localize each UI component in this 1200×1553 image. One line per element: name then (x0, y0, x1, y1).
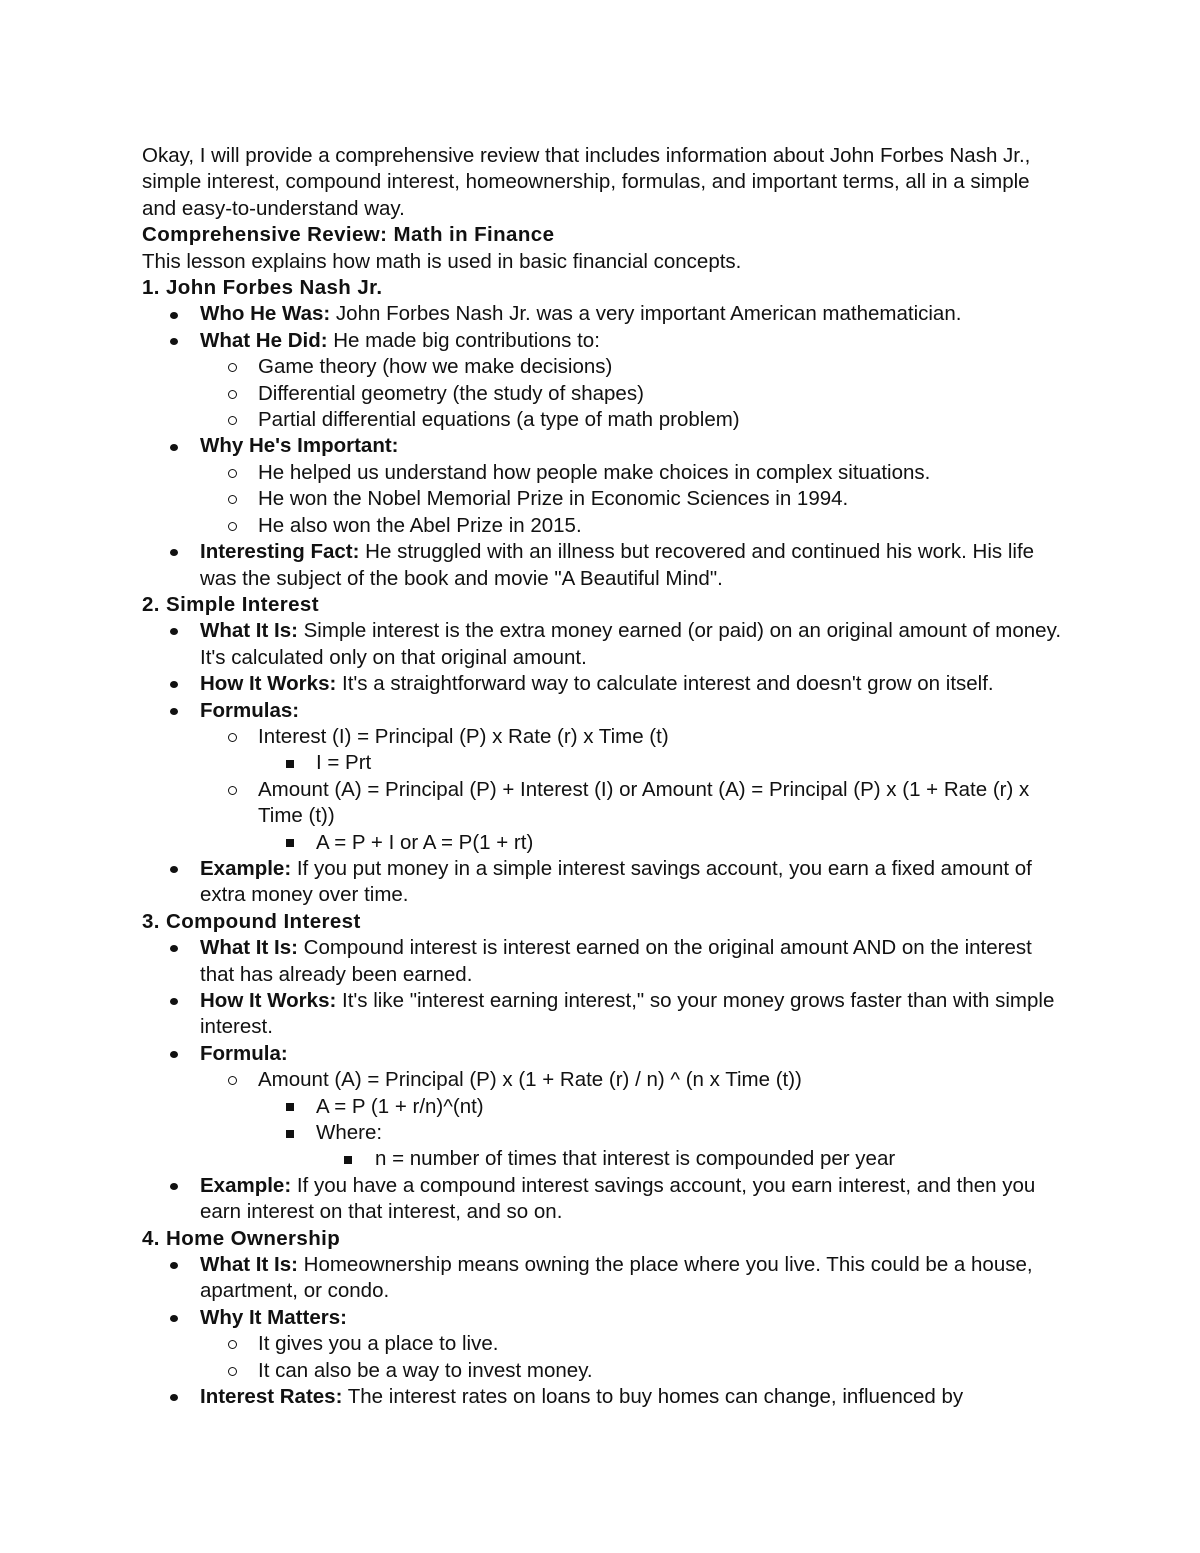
bullet-icon (164, 856, 184, 882)
circle-bullet-icon (222, 1358, 242, 1384)
section-heading-nash: 1. John Forbes Nash Jr. (142, 276, 383, 300)
intro-paragraph: Okay, I will provide a comprehensive review that includes information about John Forbes Nash Jr., simple interest, compound interest, homeownership, formulas, and important terms, all in a simple and easy-to-understand way. (142, 144, 1031, 220)
bullet-icon (164, 539, 184, 565)
list-item: It gives you a place to live. (142, 1331, 1062, 1357)
list-item: Interest Rates: The interest rates on loans to buy homes can change, influenced by (142, 1384, 1062, 1410)
list-item: Example: If you have a compound interest savings account, you earn interest, and then you earn interest on that interest, and so on. (142, 1173, 1062, 1226)
circle-bullet-icon (222, 513, 242, 539)
bullet-icon (164, 1041, 184, 1067)
formula-item: Amount (A) = Principal (P) x (1 + Rate (r) / n) ^ (n x Time (t)) (142, 1067, 1062, 1093)
list-item: What It Is: Compound interest is interest earned on the original amount AND on the interest that has already been earned. (142, 935, 1062, 988)
formula-item: Interest (I) = Principal (P) x Rate (r) x Time (t) (142, 724, 1062, 750)
formula-item: n = number of times that interest is compounded per year (142, 1146, 1062, 1172)
list-item: He also won the Abel Prize in 2015. (142, 513, 1062, 539)
nash-list (142, 301, 1062, 354)
list-item: Formula: (142, 1041, 1062, 1067)
bullet-icon (164, 1305, 184, 1331)
section-heading-home-ownership: 4. Home Ownership (142, 1226, 341, 1250)
formula-item: Where: (142, 1120, 1062, 1146)
formula-item: A = P (1 + r/n)^(nt) (142, 1094, 1062, 1120)
list-item: What It Is: Homeownership means owning the place where you live. This could be a house, apartment, or condo. (142, 1252, 1062, 1305)
circle-bullet-icon (222, 354, 242, 380)
circle-bullet-icon (222, 486, 242, 512)
lesson-summary: This lesson explains how math is used in basic financial concepts. (142, 249, 742, 273)
bullet-icon (164, 1252, 184, 1278)
bullet-icon (164, 671, 184, 697)
circle-bullet-icon (222, 724, 242, 750)
list-item: Who He Was: John Forbes Nash Jr. was a very important American mathematician. (142, 301, 1062, 327)
list-item: Game theory (how we make decisions) (142, 354, 1062, 380)
formula-item: I = Prt (142, 750, 1062, 776)
bullet-icon (164, 301, 184, 327)
formula-item: Amount (A) = Principal (P) + Interest (I) or Amount (A) = Principal (P) x (1 + Rate (r) x Time (t)) (142, 777, 1062, 830)
bullet-icon (164, 1173, 184, 1199)
formula-item: A = P + I or A = P(1 + rt) (142, 830, 1062, 856)
circle-bullet-icon (222, 381, 242, 407)
circle-bullet-icon (222, 407, 242, 433)
square-bullet-icon (280, 1120, 300, 1146)
nash-contributions-list (142, 354, 1062, 433)
list-item: It can also be a way to invest money. (142, 1358, 1062, 1384)
bullet-icon (164, 618, 184, 644)
bullet-icon (164, 1384, 184, 1410)
list-item: Interesting Fact: He struggled with an illness but recovered and continued his work. His life was the subject of the book and movie "A Beautiful Mind". (142, 539, 1062, 592)
list-item: Formulas: (142, 698, 1062, 724)
circle-bullet-icon (222, 460, 242, 486)
document-title: Comprehensive Review: Math in Finance (142, 223, 555, 247)
document-page (142, 143, 1062, 1411)
list-item: He won the Nobel Memorial Prize in Economic Sciences in 1994. (142, 486, 1062, 512)
circle-bullet-icon (222, 1067, 242, 1093)
square-bullet-icon (280, 750, 300, 776)
section-heading-compound-interest: 3. Compound Interest (142, 909, 361, 933)
bullet-icon (164, 935, 184, 961)
circle-bullet-icon (222, 1331, 242, 1357)
list-item: Why He's Important: (142, 433, 1062, 459)
square-bullet-icon (280, 830, 300, 856)
section-heading-simple-interest: 2. Simple Interest (142, 592, 319, 616)
list-item: How It Works: It's a straightforward way to calculate interest and doesn't grow on itself. (142, 671, 1062, 697)
bullet-icon (164, 328, 184, 354)
circle-bullet-icon (222, 777, 242, 803)
bullet-icon (164, 988, 184, 1014)
nash-importance-list (142, 460, 1062, 539)
list-item: How It Works: It's like "interest earning interest," so your money grows faster than with simple interest. (142, 988, 1062, 1041)
list-item: Example: If you put money in a simple interest savings account, you earn a fixed amount of extra money over time. (142, 856, 1062, 909)
square-bullet-icon (280, 1094, 300, 1120)
list-item: What It Is: Simple interest is the extra money earned (or paid) on an original amount of money. It's calculated only on that original amount. (142, 618, 1062, 671)
list-item: Partial differential equations (a type of math problem) (142, 407, 1062, 433)
bullet-icon (164, 698, 184, 724)
list-item: He helped us understand how people make choices in complex situations. (142, 460, 1062, 486)
list-item: What He Did: He made big contributions to: (142, 328, 1062, 354)
square-bullet-icon (338, 1146, 358, 1172)
list-item: Why It Matters: (142, 1305, 1062, 1331)
bullet-icon (164, 433, 184, 459)
list-item: Differential geometry (the study of shapes) (142, 381, 1062, 407)
